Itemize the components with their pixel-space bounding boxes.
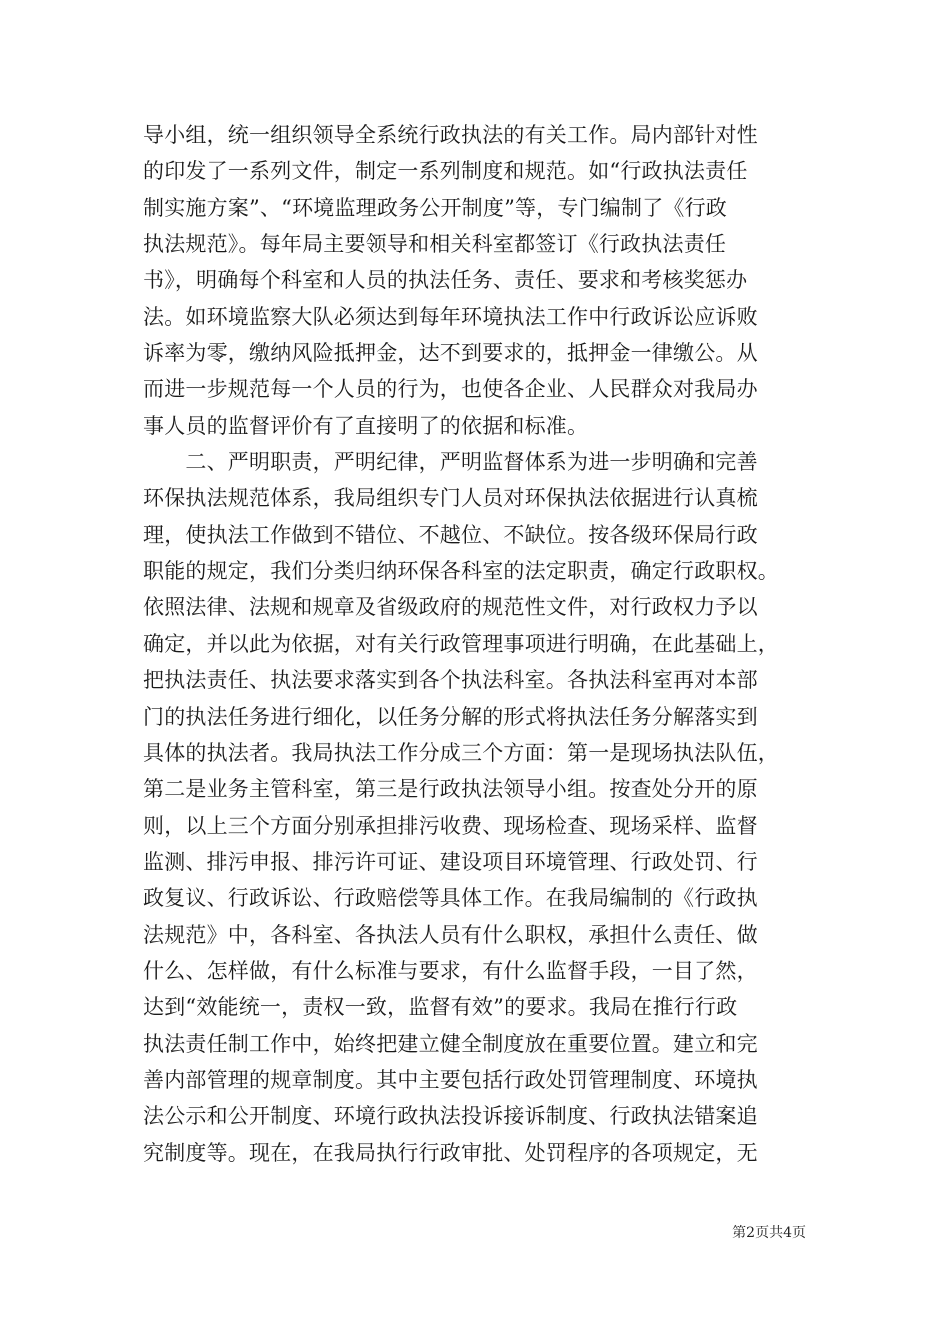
text-line: 门的执法任务进行细化，以任务分解的形式将执法任务分解落实到 — [143, 704, 758, 729]
text-line: 而进一步规范每一个人员的行为，也使各企业、人民群众对我局办 — [143, 377, 758, 402]
text-line: 执法规范》。每年局主要领导和相关科室都签订《行政执法责任 — [143, 232, 727, 257]
text-line: 诉率为零，缴纳风险抵押金，达不到要求的，抵押金一律缴公。从 — [143, 341, 758, 366]
body-text — [143, 117, 813, 1171]
text-line: 法规范》中，各科室、各执法人员有什么职权，承担什么责任、做 — [143, 922, 758, 947]
text-line: 具体的执法者。我局执法工作分成三个方面：第一是现场执法队伍， — [143, 740, 779, 765]
page-number: 第2页共4页 — [732, 1225, 806, 1241]
text-line: 政复议、行政诉讼、行政赔偿等具体工作。在我局编制的《行政执 — [143, 886, 758, 911]
text-line: 达到“效能统一，责权一致，监督有效”的要求。我局在推行行政 — [143, 995, 738, 1020]
text-line: 什么、怎样做，有什么标准与要求，有什么监督手段，一目了然， — [143, 958, 758, 983]
text-line: 事人员的监督评价有了直接明了的依据和标准。 — [143, 413, 589, 438]
text-line: 依照法律、法规和规章及省级政府的规范性文件，对行政权力予以 — [143, 595, 758, 620]
text-line: 执法责任制工作中，始终把建立健全制度放在重要位置。建立和完 — [143, 1031, 758, 1056]
text-line: 环保执法规范体系，我局组织专门人员对环保执法依据进行认真梳 — [143, 486, 758, 511]
text-line: 书》，明确每个科室和人员的执法任务、责任、要求和考核奖惩办 — [143, 268, 748, 293]
text-line: 职能的规定，我们分类归纳环保各科室的法定职责，确定行政职权。 — [143, 559, 779, 584]
text-line: 法公示和公开制度、环境行政执法投诉接诉制度、行政执法错案追 — [143, 1104, 758, 1129]
text-line: 制实施方案”、“环境监理政务公开制度”等，专门编制了《行政 — [143, 195, 728, 220]
text-line: 把执法责任、执法要求落实到各个执法科室。各执法科室再对本部 — [143, 668, 758, 693]
text-line: 善内部管理的规章制度。其中主要包括行政处罚管理制度、环境执 — [143, 1067, 758, 1092]
text-line: 确定，并以此为依据，对有关行政管理事项进行明确，在此基础上， — [143, 631, 779, 656]
text-line: 监测、排污申报、排污许可证、建设项目环境管理、行政处罚、行 — [143, 849, 758, 874]
text-line: 第二是业务主管科室，第三是行政执法领导小组。按查处分开的原 — [143, 777, 758, 802]
text-line: 理，使执法工作做到不错位、不越位、不缺位。按各级环保局行政 — [143, 522, 758, 547]
text-line: 则，以上三个方面分别承担排污收费、现场检查、现场采样、监督 — [143, 813, 758, 838]
text-line: 究制度等。现在，在我局执行行政审批、处罚程序的各项规定，无 — [143, 1140, 758, 1165]
text-line: 导小组，统一组织领导全系统行政执法的有关工作。局内部针对性 — [143, 123, 758, 147]
text-line: 二、严明职责，严明纪律，严明监督体系为进一步明确和完善 — [143, 450, 758, 475]
text-line: 的印发了一系列文件，制定一系列制度和规范。如“行政执法责任 — [143, 159, 748, 184]
text-line: 法。如环境监察大队必须达到每年环境执法工作中行政诉讼应诉败 — [143, 304, 758, 329]
